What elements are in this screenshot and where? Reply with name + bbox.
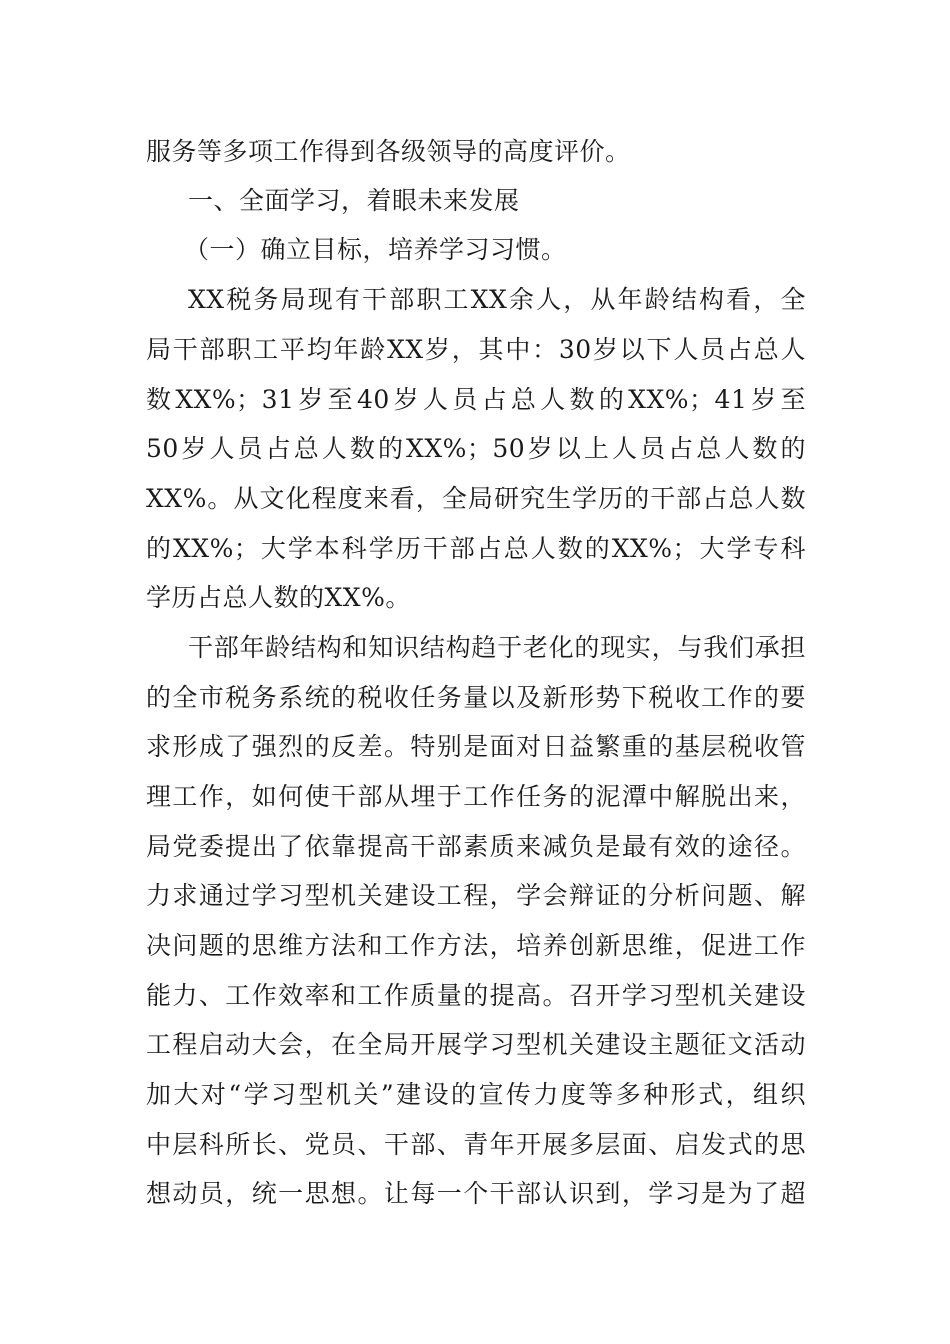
text-line: 理工作，如何使干部从埋于工作任务的泥潭中解脱出来， bbox=[146, 782, 806, 811]
text-line: 服务等多项工作得到各级领导的高度评价。 bbox=[146, 137, 631, 166]
text-line: XX%。从文化程度来看，全局研究生学历的干部占总人数 bbox=[146, 484, 806, 513]
text-line: 50岁人员占总人数的XX%；50岁以上人员占总人数的 bbox=[146, 434, 806, 463]
text-line: 决问题的思维方法和工作方法，培养创新思维，促进工作 bbox=[146, 931, 806, 960]
section-heading: 一、全面学习，着眼未来发展 bbox=[188, 186, 520, 215]
text-line: 中层科所长、党员、干部、青年开展多层面、启发式的思 bbox=[146, 1130, 806, 1159]
text-line: 的XX%；大学本科学历干部占总人数的XX%；大学专科 bbox=[146, 534, 806, 563]
text-line: 的全市税务系统的税收任务量以及新形势下税收工作的要 bbox=[146, 683, 806, 712]
text-line: 求形成了强烈的反差。特别是面对日益繁重的基层税收管 bbox=[146, 732, 806, 761]
text-line: 工程启动大会，在全局开展学习型机关建设主题征文活动 bbox=[146, 1030, 806, 1059]
text-line: 想动员，统一思想。让每一个干部认识到，学习是为了超 bbox=[146, 1179, 806, 1208]
text-line: XX税务局现有干部职工XX余人，从年龄结构看，全 bbox=[188, 285, 806, 314]
text-line: 学历占总人数的XX%。 bbox=[146, 583, 411, 612]
text-line: 加大对“学习型机关”建设的宣传力度等多种形式，组织 bbox=[146, 1080, 806, 1109]
text-line: 局党委提出了依靠提高干部素质来减负是最有效的途径。 bbox=[146, 832, 806, 861]
text-line: 干部年龄结构和知识结构趋于老化的现实，与我们承担 bbox=[188, 633, 806, 662]
subsection-heading: （一）确立目标，培养学习习惯。 bbox=[184, 235, 567, 264]
text-line: 力求通过学习型机关建设工程，学会辩证的分析问题、解 bbox=[146, 881, 806, 910]
text-line: 能力、工作效率和工作质量的提高。召开学习型机关建设 bbox=[146, 981, 806, 1010]
text-line: 数XX%；31岁至40岁人员占总人数的XX%；41岁至 bbox=[146, 385, 806, 414]
text-line: 局干部职工平均年龄XX岁，其中：30岁以下人员占总人 bbox=[146, 335, 806, 364]
